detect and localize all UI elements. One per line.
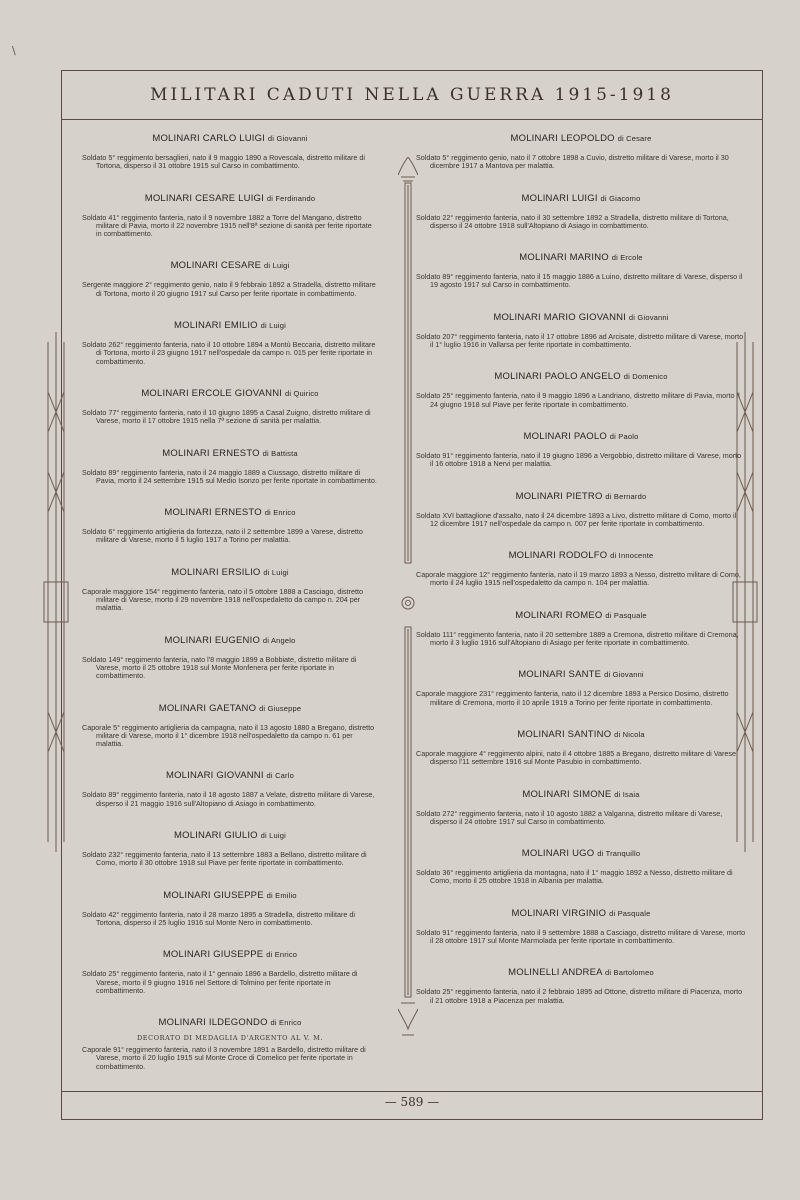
soldier-name [82, 260, 378, 271]
service-record: Soldato 91° reggimento fanteria, nato il 9 settembre 1888 a Casciago, distretto militare di Varese, morto il 28 ottobre 1917 sul Monte Marmolada per ferite riportate in combattimento. [416, 927, 746, 946]
soldier-father: di Domenico [623, 372, 668, 382]
soldier-surname-given: MOLINARI UGO [521, 848, 595, 860]
soldier-name [82, 830, 378, 841]
record-entry [82, 703, 378, 749]
soldier-surname-given: MOLINARI EMILIO [174, 320, 258, 332]
record-entry [416, 967, 746, 1005]
soldier-name [416, 669, 746, 680]
soldier-surname-given: MOLINARI LEOPOLDO [510, 133, 615, 144]
soldier-name [416, 193, 746, 204]
soldier-surname-given: MOLINARI ERSILIO [171, 566, 261, 578]
soldier-name [416, 848, 746, 859]
page-number: — 589 — [384, 1095, 440, 1109]
soldier-name [82, 890, 378, 901]
soldier-surname-given: MOLINARI MARIO GIOVANNI [493, 311, 627, 323]
soldier-surname-given: MOLINARI SIMONE [522, 788, 612, 800]
soldier-surname-given: MOLINARI PIETRO [515, 490, 603, 502]
service-record: Soldato 25° reggimento fanteria, nato il 1° gennaio 1896 a Bardello, distretto militare di Varese, morto il 9 giugno 1916 nel Settore di Tolmino per ferite riportate in combattimento. [82, 969, 358, 995]
service-record: Caporale maggiore 4° reggimento alpini, nato il 4 ottobre 1885 a Bregano, distretto militare di Varese, disperso l'11 settembre 1916 sul Monte Pasubio in combattimento. [416, 748, 738, 767]
soldier-surname-given: MOLINARI LUIGI [521, 192, 598, 204]
service-record: Soldato 77° reggimento fanteria, nato il 10 giugno 1895 a Casal Zuigno, distretto militare di Varese, morto il 17 ottobre 1915 nella 7ª sezione di sanità per malattia. [82, 407, 371, 426]
soldier-name [416, 789, 746, 800]
soldier-father: di Giovanni [604, 670, 644, 680]
soldier-father: di Emilio [266, 890, 297, 900]
record-entry [82, 260, 378, 298]
soldier-name [82, 635, 378, 646]
service-record: Soldato 232° reggimento fanteria, nato il 13 settembre 1883 a Bellano, distretto militare di Como, morto il 30 ottobre 1918 sul Piave per ferite riportate in combattimento. [82, 850, 367, 868]
soldier-surname-given: MOLINELLI ANDREA [508, 967, 603, 979]
soldier-surname-given: MOLINARI MARINO [519, 252, 609, 264]
soldier-surname-given: MOLINARI CESARE [170, 260, 262, 272]
record-entry [82, 770, 378, 808]
soldier-name [82, 448, 378, 459]
fold-mark: \ [12, 44, 16, 57]
service-record: Soldato 91° reggimento fanteria, nato il 19 giugno 1896 a Vergobbio, distretto militare di Varese, morto il 16 ottobre 1918 a Nervi per malattia. [416, 450, 742, 469]
soldier-father: di Luigi [260, 831, 286, 841]
service-record: Soldato 6° reggimento artiglieria da fortezza, nato il 2 settembre 1899 a Varese, distretto militare di Varese, morto il 5 luglio 1917 a Torino per malattia. [82, 527, 363, 545]
soldier-surname-given: MOLINARI ERNESTO [162, 447, 260, 459]
service-record: Soldato 5° reggimento genio, nato il 7 ottobre 1898 a Cuvio, distretto militare di Varese, morto il 30 dicembre 1917 a Mantova per malattia. [416, 153, 729, 171]
service-record: Soldato 36° reggimento artiglieria da montagna, nato il 1° maggio 1892 a Nesso, distretto militare di Como, morto il 25 ottobre 1918 in Albania per malattia. [416, 868, 733, 886]
soldier-father: di Luigi [263, 567, 289, 577]
service-record: Soldato 272° reggimento fanteria, nato il 10 agosto 1882 a Valganna, distretto militare di Varese, disperso il 24 ottobre 1917 sul Carso in combattimento. [416, 808, 723, 826]
page-frame [61, 70, 763, 1120]
soldier-father: di Bartolomeo [604, 968, 654, 978]
soldier-name [416, 431, 746, 442]
record-entry [416, 431, 746, 469]
soldier-father: di Bernardo [605, 491, 647, 501]
soldier-name [416, 252, 746, 263]
service-record: Soldato 41° reggimento fanteria, nato il 9 novembre 1882 a Torre del Mangano, distretto militare di Pavia, morto il 22 novembre 1915 nell'8ª sezione di sanità per ferite riportate in combattimento. [82, 212, 372, 239]
service-record: Soldato 42° reggimento fanteria, nato il 28 marzo 1895 a Stradella, distretto militare di Tortona, disperso il 25 luglio 1916 sul Monte Nero in combattimento. [82, 909, 355, 927]
soldier-surname-given: MOLINARI CARLO LUIGI [152, 133, 266, 144]
record-entry [416, 550, 746, 588]
soldier-name [82, 949, 378, 960]
left-side-ornament [42, 332, 70, 852]
record-entry [416, 729, 746, 767]
right-column [416, 133, 746, 1027]
service-record: Soldato 149° reggimento fanteria, nato l'8 maggio 1899 a Bobbiate, distretto militare di Varese, morto il 25 ottobre 1918 sul Monte Monfenera per ferite riportate in combattimento. [82, 654, 357, 681]
soldier-father: di Ercole [611, 253, 643, 263]
service-record: Soldato 89° reggimento fanteria, nato il 18 agosto 1887 a Velate, distretto militare di Varese, disperso il 21 maggio 1916 sull'Altopiano di Asiago in combattimento. [82, 790, 375, 808]
record-entry [82, 1017, 378, 1071]
soldier-father: di Enrico [266, 950, 298, 960]
record-entry [416, 133, 746, 171]
soldier-surname-given: MOLINARI GIUSEPPE [163, 889, 264, 901]
soldier-father: di Battista [262, 448, 298, 458]
soldier-name [416, 729, 746, 740]
soldier-surname-given: MOLINARI ERNESTO [164, 507, 262, 519]
record-entry [82, 388, 378, 426]
record-entry [82, 949, 378, 995]
soldier-father: di Pasquale [609, 908, 651, 918]
service-record: Caporale 91° reggimento fanteria, nato il 3 novembre 1891 a Bardello, distretto militare di Varese, morto il 20 luglio 1915 sul Monte Croce di Comelico per ferite riportate in combattimento. [82, 1045, 366, 1071]
soldier-surname-given: MOLINARI PAOLO ANGELO [494, 371, 621, 383]
record-entry [82, 567, 378, 613]
footer-rule [62, 1091, 762, 1092]
soldier-father: di Quirico [284, 388, 319, 398]
soldier-father: di Nicola [614, 729, 645, 739]
soldier-surname-given: MOLINARI GIUSEPPE [162, 949, 264, 961]
service-record: Soldato 207° reggimento fanteria, nato il 17 ottobre 1896 ad Arcisate, distretto militare di Varese, morto il 1° luglio 1916 in Vallarsa per ferite riportate in combattimento. [416, 331, 744, 350]
service-record: Caporale maggiore 12° reggimento fanteria, nato il 19 marzo 1893 a Nesso, distretto militare di Como, morto il 24 luglio 1915 nell'ospedaletto da campo n. 104 per malattia. [416, 570, 741, 588]
record-entry [416, 610, 746, 648]
soldier-father: di Enrico [264, 508, 296, 518]
soldier-father: di Isaia [614, 789, 640, 799]
soldier-father: di Angelo [262, 635, 296, 645]
service-record: Soldato 25° reggimento fanteria, nato il 2 febbraio 1895 ad Ottone, distretto militare di Piacenza, morto il 21 ottobre 1918 a Piacenza per malattia. [416, 987, 743, 1005]
soldier-name [416, 967, 746, 978]
central-column-ornament [398, 157, 418, 1045]
soldier-name [416, 491, 746, 502]
service-record: Soldato 111° reggimento fanteria, nato il 20 settembre 1889 a Cremona, distretto militare di Cremona, morto il 3 luglio 1916 sull'Altopiano di Asiago per ferite riportate in combattimento. [416, 629, 739, 648]
page-header [62, 71, 762, 120]
soldier-father: di Carlo [266, 771, 294, 781]
soldier-name [82, 567, 378, 578]
record-entry [82, 890, 378, 928]
record-entry [82, 133, 378, 171]
soldier-father: di Giovanni [628, 312, 669, 322]
soldier-surname-given: MOLINARI GIOVANNI [165, 770, 264, 782]
soldier-name [82, 770, 378, 781]
record-entry [416, 789, 746, 827]
record-entry [416, 848, 746, 886]
decoration-note: DECORATO DI MEDAGLIA D'ARGENTO AL V. M. [136, 1034, 324, 1043]
record-entry [82, 320, 378, 366]
soldier-surname-given: MOLINARI SANTE [518, 669, 602, 681]
record-entry [416, 908, 746, 946]
soldier-father: di Giuseppe [259, 703, 302, 713]
soldier-father: di Cesare [617, 134, 652, 143]
soldier-name [82, 507, 378, 518]
service-record: Sergente maggiore 2° reggimento genio, nato il 9 febbraio 1892 a Stradella, distretto militare di Tortona, morto il 20 giugno 1917 sul Carso per ferite riportate in combattimento. [82, 280, 376, 298]
soldier-name [82, 320, 378, 331]
soldier-father: di Paolo [609, 431, 639, 441]
soldier-surname-given: MOLINARI ROMEO [515, 609, 603, 621]
service-record: Caporale maggiore 231° reggimento fanteria, nato il 12 dicembre 1893 a Persico Dosimo, distretto militare di Cremona, morto il 10 aprile 1919 a Torino per ferite riportate in combattimento. [416, 689, 729, 707]
record-entry [82, 507, 378, 545]
soldier-father: di Innocente [610, 551, 654, 561]
soldier-surname-given: MOLINARI GAETANO [158, 702, 257, 714]
service-record: Soldato 89° reggimento fanteria, nato il 24 maggio 1889 a Ciussago, distretto militare di Pavia, morto il 24 settembre 1915 sul Medio Isonzo per ferite riportate in combattimento. [82, 467, 377, 485]
soldier-name [82, 703, 378, 714]
soldier-father: di Enrico [270, 1018, 302, 1028]
soldier-father: di Pasquale [605, 610, 647, 620]
soldier-name [82, 388, 378, 399]
record-entry [416, 491, 746, 529]
service-record: Soldato 89° reggimento fanteria, nato il 15 maggio 1886 a Luino, distretto militare di Varese, disperso il 19 agosto 1917 sul Carso in combattimento. [416, 272, 743, 290]
soldier-surname-given: MOLINARI GIULIO [174, 830, 258, 842]
service-record: Soldato 5° reggimento bersaglieri, nato il 9 maggio 1890 a Rovescala, distretto militare di Tortona, disperso il 31 ottobre 1915 sul Carso in combattimento. [82, 153, 365, 171]
soldier-name [82, 193, 378, 204]
record-entry [416, 312, 746, 350]
soldier-surname-given: MOLINARI CESARE LUIGI [144, 192, 264, 204]
soldier-father: di Giacomo [600, 193, 641, 203]
record-entry [82, 448, 378, 486]
record-entry [416, 252, 746, 290]
record-entry [416, 371, 746, 409]
soldier-father: di Giovanni [267, 134, 308, 143]
soldier-father: di Luigi [260, 321, 286, 331]
soldier-surname-given: MOLINARI ILDEGONDO [158, 1017, 268, 1029]
soldier-surname-given: MOLINARI SANTINO [517, 728, 612, 740]
soldier-surname-given: MOLINARI RODOLFO [508, 550, 608, 562]
soldier-father: di Luigi [264, 261, 290, 271]
record-entry [416, 193, 746, 231]
soldier-father: di Ferdinando [266, 193, 316, 203]
soldier-name [416, 550, 746, 561]
page-title: MILITARI CADUTI NELLA GUERRA 1915-1918 [150, 85, 674, 105]
soldier-name [416, 371, 746, 382]
soldier-surname-given: MOLINARI EUGENIO [164, 634, 261, 646]
soldier-father: di Tranquillo [597, 849, 641, 859]
record-entry [82, 635, 378, 681]
left-column [82, 133, 378, 1093]
service-record: Soldato 262° reggimento fanteria, nato il 10 ottobre 1894 a Montù Beccaria, distretto militare di Tortona, morto il 23 giugno 1917 nell'ospedale da campo n. 015 per ferite riportate in combattimento. [82, 340, 376, 366]
service-record: Caporale maggiore 154° reggimento fanteria, nato il 5 ottobre 1888 a Casciago, distretto militare di Varese, morto il 29 novembre 1918 nell'ospedaletto da campo n. 204 per malattia. [82, 586, 363, 613]
soldier-name [82, 1017, 378, 1028]
service-record: Caporale 5° reggimento artiglieria da campagna, nato il 13 agosto 1880 a Bregano, distretto militare di Varese, morto il 1° dicembre 1918 nell'ospedaletto da campo n. 61 per malattia. [82, 722, 375, 749]
soldier-name [416, 133, 746, 144]
soldier-name [82, 133, 378, 144]
service-record: Soldato 25° reggimento fanteria, nato il 9 maggio 1896 a Landriano, distretto militare di Pavia, morto il 24 giugno 1918 sul Piave per ferite riportate in combattimento. [416, 391, 740, 409]
record-entry [82, 193, 378, 239]
soldier-surname-given: MOLINARI ERCOLE GIOVANNI [141, 387, 283, 399]
soldier-name [416, 610, 746, 621]
record-entry [416, 669, 746, 707]
soldier-surname-given: MOLINARI PAOLO [523, 430, 607, 442]
soldier-surname-given: MOLINARI VIRGINIO [511, 907, 607, 919]
soldier-name [416, 312, 746, 323]
soldier-name [416, 908, 746, 919]
record-entry [82, 830, 378, 868]
right-side-ornament [731, 332, 759, 852]
service-record: Soldato XVI battaglione d'assalto, nato il 24 dicembre 1893 a Livo, distretto militare di Como, morto il 12 dicembre 1917 nell'ospedale da campo n. 007 per ferite riportate in combattimento. [416, 510, 737, 528]
service-record: Soldato 22° reggimento fanteria, nato il 30 settembre 1892 a Stradella, distretto militare di Tortona, disperso il 24 ottobre 1918 sull'Altopiano di Asiago in combattimento. [416, 212, 729, 230]
